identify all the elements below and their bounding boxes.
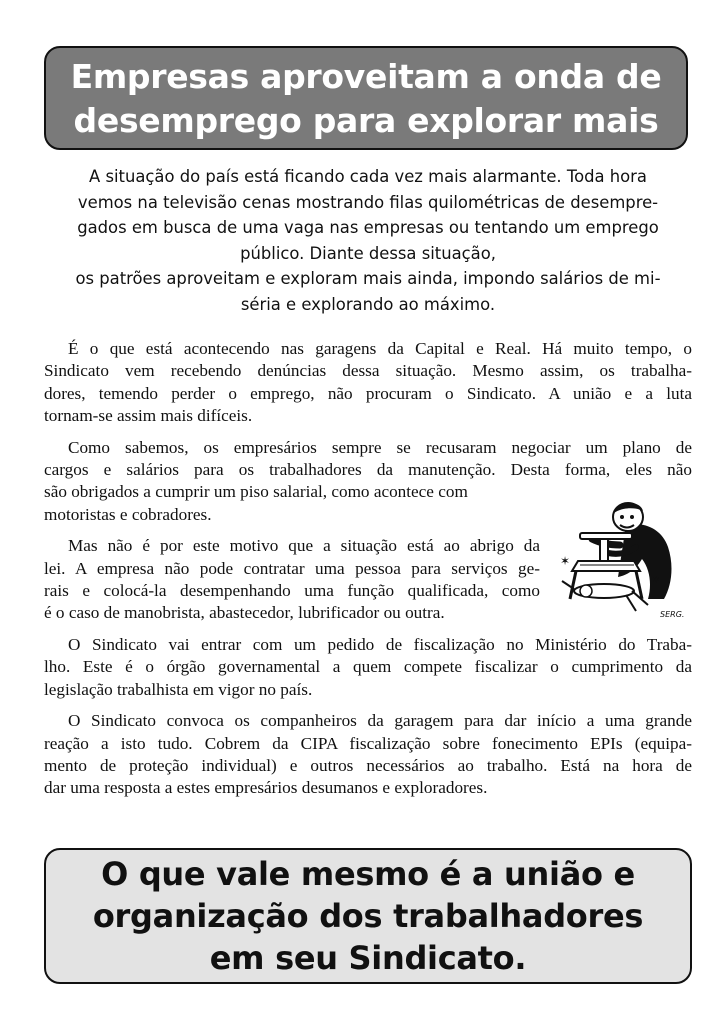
paragraph-5 [44,710,692,800]
paragraph-1 [44,338,692,428]
closing-banner [44,848,692,984]
text-line: Mas não é por este motivo que a situação está ao abrigo da [68,536,540,556]
text-line: Como sabemos, os empresários sempre se recusaram negociar um plano de [68,437,692,457]
closing-line-3: em seu Sindicato. [209,939,527,977]
text-line: rais e colocá-la desempenhando uma função qualificada, como [44,581,540,601]
press-screw [600,539,608,561]
text-line: são obrigados a cumprir um piso salarial, como acontece com [44,482,468,502]
stress-star: ✶ [652,575,661,586]
text-line: O Sindicato vai entrar com um pedido de fiscalização no Ministério do Traba- [68,634,692,654]
text-line: O Sindicato convoca os companheiros da garagem para dar início a uma grande [68,711,692,731]
text-line: É o que está acontecendo nas garagens da Capital e Real. Há muito tempo, o [68,339,692,358]
paragraph-4 [44,634,692,701]
lead-paragraph [44,164,692,317]
text-line: cargos e salários para os trabalhadores da manutenção. Desta forma, eles não [44,460,692,480]
worker-head [580,585,592,597]
worker-leg [626,595,636,611]
text-line: lho. Este é o órgão governamental a quem compete fiscalizar o cumprimento da [44,657,692,677]
paragraph-3 [44,535,540,625]
lead-line: vemos na televisão cenas mostrando filas quilométricas de desempre- [77,192,659,212]
cartoon-signature: SERG. [660,610,685,619]
press-leg [570,571,576,599]
text-line: dores, temendo perder o emprego, não procuram o Sindicato. A união e a luta [44,383,692,403]
headline-banner [44,46,688,150]
text-line: tornam-se assim mais difíceis. [44,406,253,426]
stress-star: ✶ [560,554,571,568]
lead-line: gados em busca de uma vaga nas empresas ou tentando um emprego [77,218,659,237]
lead-line: público. Diante dessa situação, [240,243,496,263]
text-line: dar uma resposta a estes empresários desumanos e exploradores. [44,778,488,798]
text-line: legislação trabalhista em vigor no país. [44,679,313,699]
boss-eye [620,515,624,519]
closing-line-1: O que vale mesmo é a união e [101,855,635,893]
text-line: Sindicato vem recebendo denúncias dessa situação. Mesmo assim, os trabalha- [44,361,692,381]
text-line: reação a isto tudo. Cobrem da CIPA fiscalização sobre fonecimento EPIs (equipa- [44,733,692,753]
boss-crushing-worker-cartoon-icon [556,495,696,620]
text-line: lei. A empresa não pode contratar uma pessoa para serviços ge- [44,558,540,578]
lead-line: os patrões aproveitam e exploram mais ainda, impondo salários de mi- [75,269,661,288]
headline-line-2: desemprego para explorar mais [73,101,659,140]
text-line: motoristas e cobradores. [44,504,212,524]
boss-eye [630,515,634,519]
press-plate [572,561,640,571]
headline-line-1: Empresas aproveitam a onda de [70,57,662,96]
lead-line: séria e explorando ao máximo. [240,294,496,314]
text-line: mento de proteção individual) e outros necessários ao trabalho. Está na hora de [44,755,692,775]
closing-line-2: organização dos trabalhadores [92,897,644,935]
text-line: é o caso de manobrista, abastecedor, lubrificador ou outra. [44,603,445,623]
lead-line: A situação do país está ficando cada vez mais alarmante. Toda hora [89,167,647,186]
